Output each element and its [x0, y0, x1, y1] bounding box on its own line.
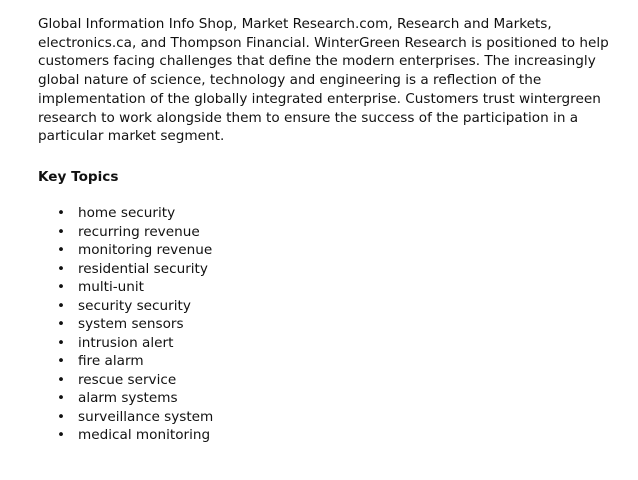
bullet-icon: •	[57, 223, 66, 240]
topic-item	[38, 334, 213, 353]
bullet-icon: •	[57, 371, 66, 388]
topic-label: intrusion alert	[78, 334, 174, 351]
paragraph-line: global nature of science, technology and engineering is a reflection of the	[38, 72, 542, 89]
topic-label: alarm systems	[78, 390, 178, 406]
topic-label: multi-unit	[78, 279, 144, 295]
topic-label: surveillance system	[78, 408, 214, 425]
bullet-icon: •	[57, 390, 66, 406]
paragraph-line: customers facing challenges that define the modern enterprises. The increasingly	[38, 53, 596, 70]
bullet-icon: •	[57, 353, 66, 369]
bullet-icon: •	[57, 205, 66, 221]
topic-item	[38, 278, 213, 297]
paragraph-line: electronics.ca, and Thompson Financial. WinterGreen Research is positioned to help	[38, 34, 609, 51]
topic-item	[38, 352, 213, 371]
topic-label: medical monitoring	[78, 427, 211, 443]
intro-paragraph	[38, 15, 618, 146]
topic-item	[38, 371, 213, 390]
key-topics-heading: Key Topics	[38, 169, 119, 185]
bullet-icon: •	[57, 408, 66, 425]
topic-item	[38, 315, 213, 334]
paragraph-line: particular market segment.	[38, 128, 225, 145]
topic-label: residential security	[78, 260, 208, 277]
topic-item	[38, 204, 213, 223]
bullet-icon: •	[57, 316, 66, 332]
topic-label: fire alarm	[78, 353, 144, 369]
topic-item	[38, 223, 213, 242]
paragraph-line: Global Information Info Shop, Market Research.com, Research and Markets,	[38, 16, 552, 32]
bullet-icon: •	[57, 260, 66, 277]
bullet-icon: •	[57, 334, 66, 351]
bullet-icon: •	[57, 279, 66, 295]
topic-label: security security	[78, 297, 191, 314]
bullet-icon: •	[57, 427, 66, 443]
topic-label: monitoring revenue	[78, 242, 213, 258]
topic-item	[38, 426, 213, 445]
paragraph-line: implementation of the globally integrated enterprise. Customers trust wintergreen	[38, 90, 601, 107]
bullet-icon: •	[57, 297, 66, 314]
key-topics-list	[38, 204, 213, 445]
topic-label: system sensors	[78, 316, 184, 332]
bullet-icon: •	[57, 242, 66, 258]
topic-item	[38, 408, 213, 427]
topic-label: rescue service	[78, 371, 177, 388]
topic-label: recurring revenue	[78, 223, 200, 240]
paragraph-line: research to work alongside them to ensure the success of the participation in a	[38, 109, 579, 126]
topic-item	[38, 389, 213, 408]
topic-item	[38, 260, 213, 279]
topic-label: home security	[78, 205, 176, 221]
topic-item	[38, 297, 213, 316]
topic-item	[38, 241, 213, 260]
